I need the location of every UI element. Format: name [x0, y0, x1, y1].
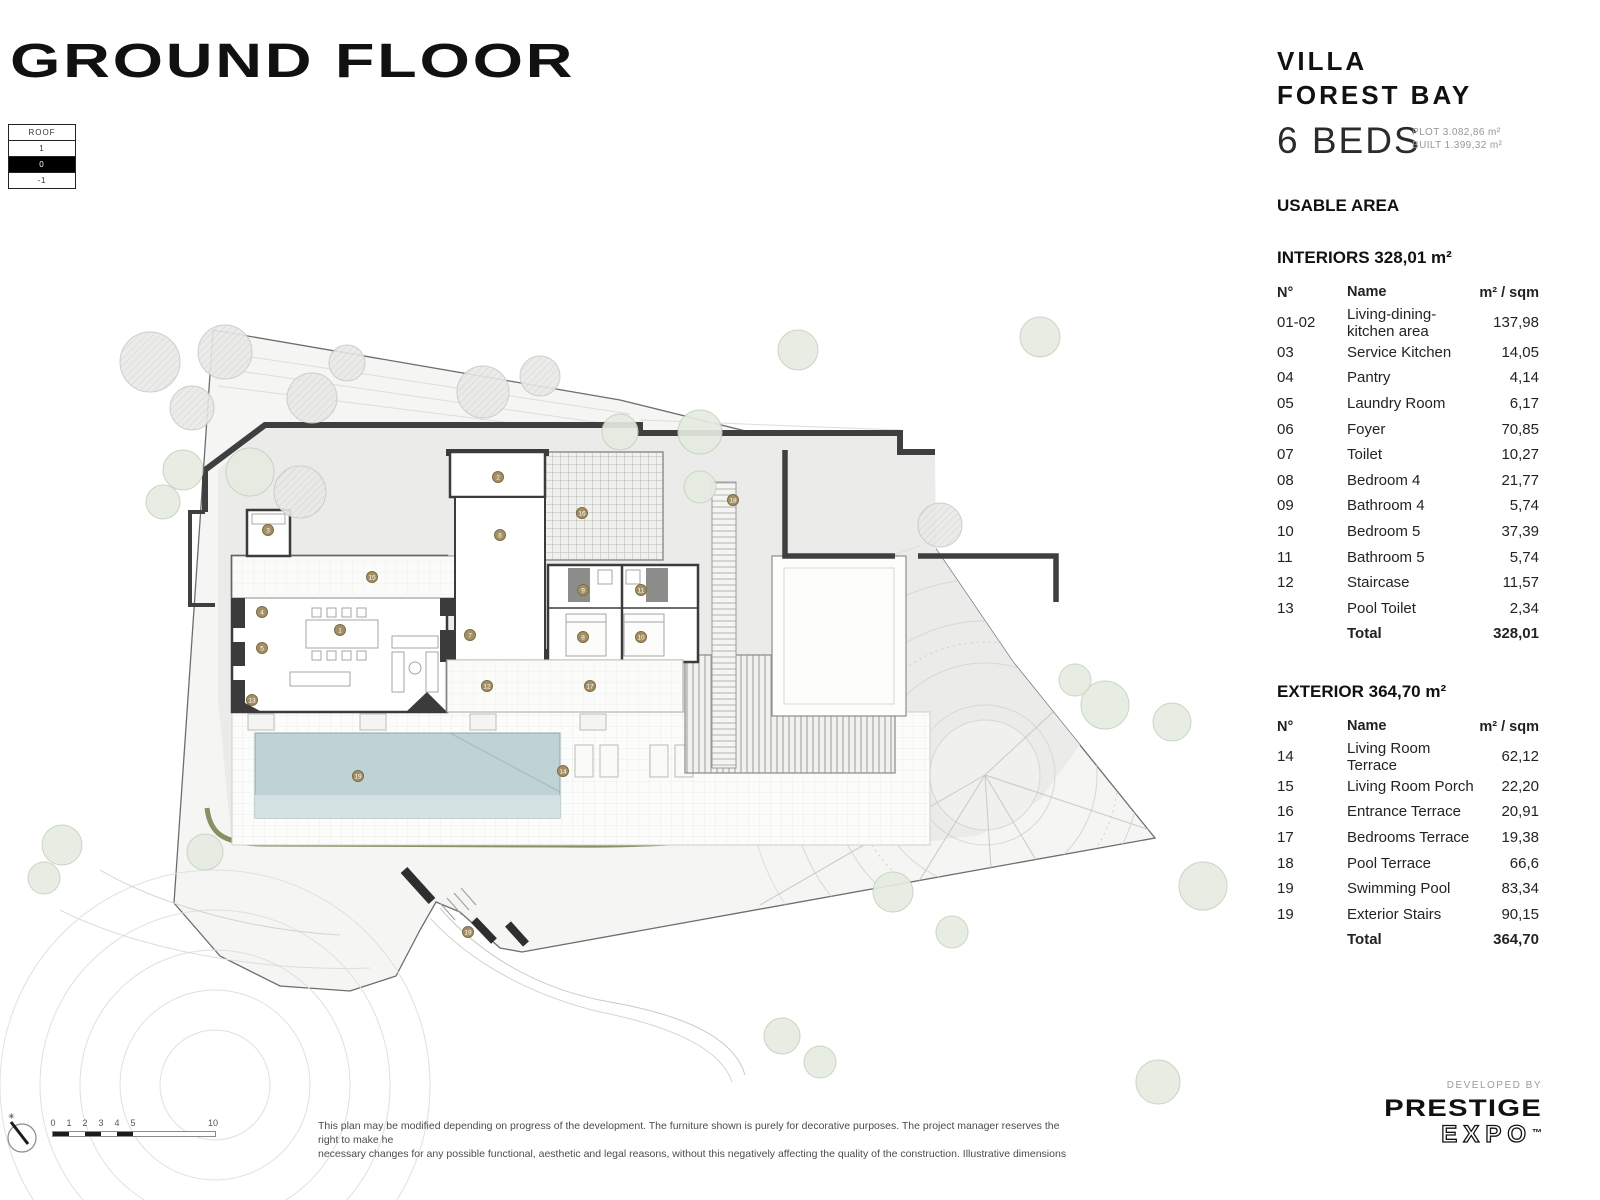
svg-text:19: 19 — [354, 773, 362, 781]
floor-selector-item-1[interactable]: 1 — [9, 140, 75, 156]
disclaimer-line2: necessary changes for any possible functional, aesthetic and legal reasons, without this negatively affecting the quality of the construction. Illustrative dimensions — [318, 1148, 1067, 1160]
table-cell: Total — [1347, 931, 1382, 949]
scale-label: 2 — [82, 1118, 88, 1128]
table-cell: 12 — [1277, 574, 1294, 592]
tree-icon — [163, 450, 203, 490]
tree-icon — [764, 1018, 800, 1054]
room-marker — [558, 766, 569, 777]
table-cell: Bathroom 4 — [1347, 497, 1425, 515]
table-cell: Living Room Porch — [1347, 777, 1474, 795]
room-marker — [636, 585, 647, 596]
table-cell: 62,12 — [1501, 748, 1539, 766]
table-cell: Pool Toilet — [1347, 599, 1416, 617]
table-cell: Bathroom 5 — [1347, 548, 1425, 566]
floor-selector-item-0[interactable]: 0 — [9, 156, 75, 172]
table-row — [1277, 306, 1539, 340]
table-cell: Name — [1347, 718, 1387, 735]
table-cell: Name — [1347, 284, 1387, 301]
tree-icon — [42, 825, 82, 865]
table-header-row — [1277, 280, 1539, 306]
tree-icon — [170, 386, 214, 430]
brand-prestige: PRESTIGE — [1384, 1095, 1542, 1122]
tree-icon — [1179, 862, 1227, 910]
exterior-table — [1277, 714, 1539, 953]
disclaimer-text — [318, 1119, 1080, 1161]
tree-icon — [918, 503, 962, 547]
table-cell: Pool Terrace — [1347, 854, 1431, 872]
right-pavilion — [772, 556, 906, 716]
usable-area-label: USABLE AREA — [1277, 196, 1400, 215]
room-marker — [495, 530, 506, 541]
tree-icon — [1059, 664, 1091, 696]
tree-icon — [198, 325, 252, 379]
svg-text:✳: ✳ — [8, 1112, 15, 1121]
room-marker — [578, 632, 589, 643]
room-marker — [463, 927, 474, 938]
table-cell: Exterior Stairs — [1347, 905, 1442, 923]
table-cell: Pantry — [1347, 369, 1391, 387]
table-row — [1277, 850, 1539, 876]
svg-text:16: 16 — [578, 510, 586, 518]
table-cell: Toilet — [1347, 446, 1383, 464]
table-cell: 14,05 — [1501, 343, 1539, 361]
room-marker — [367, 572, 378, 583]
tree-icon — [1153, 703, 1191, 741]
table-cell: 14 — [1277, 748, 1294, 766]
svg-text:12: 12 — [483, 683, 491, 691]
svg-text:17: 17 — [586, 683, 594, 691]
compass-icon — [2, 1110, 46, 1160]
tree-icon — [936, 916, 968, 948]
tree-icon — [684, 471, 716, 503]
table-cell: 08 — [1277, 471, 1294, 489]
svg-text:6: 6 — [498, 532, 502, 540]
table-cell: 17 — [1277, 829, 1294, 847]
built-area: BUILT 1.399,32 m² — [1412, 140, 1503, 151]
table-cell: 06 — [1277, 420, 1294, 438]
table-cell: 11 — [1277, 548, 1293, 566]
floor-selector[interactable] — [8, 124, 76, 189]
beds-count: 6 BEDS — [1277, 120, 1421, 161]
table-cell: Foyer — [1347, 420, 1386, 438]
table-cell: 5,74 — [1509, 497, 1539, 515]
floor-selector-item-roof[interactable]: ROOF — [9, 125, 75, 140]
scale-label: 5 — [130, 1118, 136, 1128]
table-total-row — [1277, 621, 1539, 647]
svg-text:3: 3 — [266, 527, 270, 535]
table-row — [1277, 570, 1539, 596]
table-total-row — [1277, 927, 1539, 953]
table-cell: 07 — [1277, 446, 1294, 464]
tree-icon — [120, 332, 180, 392]
table-cell: Entrance Terrace — [1347, 803, 1461, 821]
tree-icon — [1136, 1060, 1180, 1104]
table-cell: 10,27 — [1501, 446, 1539, 464]
table-row — [1277, 391, 1539, 417]
table-cell: N° — [1277, 718, 1294, 735]
table-row — [1277, 519, 1539, 545]
table-row — [1277, 774, 1539, 800]
room-marker — [636, 632, 647, 643]
table-row — [1277, 544, 1539, 570]
plot-area: PLOT 3.082,86 m² — [1412, 127, 1501, 138]
table-row — [1277, 902, 1539, 928]
room-marker — [353, 771, 364, 782]
page-title: GROUND FLOOR — [10, 35, 576, 88]
table-cell: 03 — [1277, 343, 1294, 361]
table-row — [1277, 340, 1539, 366]
svg-text:1: 1 — [338, 627, 342, 635]
table-row — [1277, 740, 1539, 774]
table-cell: 04 — [1277, 369, 1294, 387]
scale-label: 4 — [114, 1118, 120, 1128]
table-row — [1277, 799, 1539, 825]
table-cell: Bedrooms Terrace — [1347, 829, 1470, 847]
brand-expo: EXPO™ — [1441, 1121, 1542, 1148]
vertical-garden — [712, 482, 736, 768]
tree-icon — [187, 834, 223, 870]
table-cell: 70,85 — [1501, 420, 1539, 438]
tree-icon — [146, 485, 180, 519]
room-marker — [465, 630, 476, 641]
room-marker — [263, 525, 274, 536]
table-row — [1277, 442, 1539, 468]
interiors-table — [1277, 280, 1539, 647]
svg-text:13: 13 — [248, 697, 256, 705]
table-cell: 6,17 — [1509, 395, 1539, 413]
room-marker — [585, 681, 596, 692]
room-marker — [257, 607, 268, 618]
table-cell: Staircase — [1347, 574, 1410, 592]
plot-built-info — [1412, 126, 1502, 152]
table-cell: Laundry Room — [1347, 395, 1446, 413]
tree-icon — [778, 330, 818, 370]
table-cell: Total — [1347, 625, 1382, 643]
tree-icon — [28, 862, 60, 894]
svg-text:10: 10 — [637, 634, 645, 642]
table-cell: 83,34 — [1501, 880, 1539, 898]
svg-text:4: 4 — [260, 609, 264, 617]
table-cell: 66,6 — [1509, 854, 1539, 872]
room-marker — [335, 625, 346, 636]
table-row — [1277, 825, 1539, 851]
room-marker — [247, 695, 258, 706]
table-cell: 21,77 — [1501, 471, 1539, 489]
tree-icon — [226, 448, 274, 496]
table-cell: 37,39 — [1501, 523, 1539, 541]
room-marker — [493, 472, 504, 483]
table-cell: 19,38 — [1501, 829, 1539, 847]
developed-by-label: DEVELOPED BY — [1446, 1080, 1542, 1091]
table-cell: 01-02 — [1277, 314, 1316, 332]
tree-icon — [1020, 317, 1060, 357]
room-marker — [578, 585, 589, 596]
scale-label: 1 — [66, 1118, 72, 1128]
table-cell: 10 — [1277, 523, 1294, 541]
table-row — [1277, 493, 1539, 519]
table-cell: Service Kitchen — [1347, 343, 1452, 361]
developer-block — [1384, 1080, 1542, 1149]
table-row — [1277, 468, 1539, 494]
svg-text:2: 2 — [496, 474, 500, 482]
table-cell: 19 — [1277, 905, 1294, 923]
svg-text:18: 18 — [729, 497, 737, 505]
svg-text:8: 8 — [581, 634, 585, 642]
svg-text:15: 15 — [368, 574, 376, 582]
table-cell: 11,57 — [1502, 574, 1539, 592]
tree-icon — [804, 1046, 836, 1078]
exterior-heading: EXTERIOR 364,70 m² — [1277, 682, 1447, 701]
table-cell: Bedroom 5 — [1347, 523, 1421, 541]
room-marker — [257, 643, 268, 654]
tree-icon — [602, 414, 638, 450]
table-cell: 328,01 — [1493, 625, 1539, 643]
table-cell: Swimming Pool — [1347, 880, 1451, 898]
table-cell: N° — [1277, 284, 1294, 301]
table-cell: 5,74 — [1509, 548, 1539, 566]
table-cell: 22,20 — [1501, 777, 1539, 795]
table-cell: m² / sqm — [1479, 718, 1539, 735]
table-cell: 19 — [1277, 880, 1294, 898]
table-header-row — [1277, 714, 1539, 740]
table-cell: 15 — [1277, 777, 1294, 795]
table-cell: 16 — [1277, 803, 1294, 821]
interiors-heading: INTERIORS 328,01 m² — [1277, 248, 1452, 267]
table-cell: 90,15 — [1501, 905, 1539, 923]
villa-name-line2: FOREST BAY — [1277, 80, 1473, 110]
table-cell: m² / sqm — [1479, 284, 1539, 301]
table-row — [1277, 596, 1539, 622]
room-marker — [728, 495, 739, 506]
tree-icon — [520, 356, 560, 396]
table-cell: Living-dining-kitchen area — [1347, 305, 1437, 340]
svg-text:14: 14 — [559, 768, 567, 776]
scale-bar — [52, 1118, 232, 1144]
table-cell: 20,91 — [1501, 803, 1539, 821]
scale-label: 3 — [98, 1118, 104, 1128]
table-row — [1277, 416, 1539, 442]
table-cell: 364,70 — [1493, 931, 1539, 949]
table-row — [1277, 876, 1539, 902]
table-cell: 2,34 — [1509, 599, 1539, 617]
table-row — [1277, 365, 1539, 391]
room-marker — [482, 681, 493, 692]
room-marker — [577, 508, 588, 519]
disclaimer-line1: This plan may be modified depending on progress of the development. The furniture shown is purely for decorative purposes. The project manager reserves the right to make he — [318, 1120, 1060, 1146]
svg-text:5: 5 — [260, 645, 264, 653]
villa-name-line1: VILLA — [1277, 46, 1368, 76]
tree-icon — [329, 345, 365, 381]
tree-icon — [678, 410, 722, 454]
table-cell: 4,14 — [1509, 369, 1539, 387]
tree-icon — [274, 466, 326, 518]
svg-text:11: 11 — [637, 587, 645, 595]
tree-icon — [873, 872, 913, 912]
scale-label: 0 — [50, 1118, 56, 1128]
scale-label: 10 — [207, 1118, 219, 1128]
table-cell: 18 — [1277, 854, 1294, 872]
floor-selector-item--1[interactable]: -1 — [9, 172, 75, 188]
swimming-pool-shelf — [255, 795, 560, 818]
table-cell: Living Room Terrace — [1347, 739, 1431, 774]
table-cell: 137,98 — [1493, 314, 1539, 332]
table-cell: Bedroom 4 — [1347, 471, 1421, 489]
trademark-symbol: ™ — [1532, 1128, 1542, 1139]
svg-text:7: 7 — [468, 632, 472, 640]
svg-text:19: 19 — [464, 929, 472, 937]
table-cell: 05 — [1277, 395, 1294, 413]
tree-icon — [287, 373, 337, 423]
tree-icon — [457, 366, 509, 418]
table-cell: 09 — [1277, 497, 1294, 515]
svg-text:9: 9 — [581, 587, 585, 595]
table-cell: 13 — [1277, 599, 1294, 617]
